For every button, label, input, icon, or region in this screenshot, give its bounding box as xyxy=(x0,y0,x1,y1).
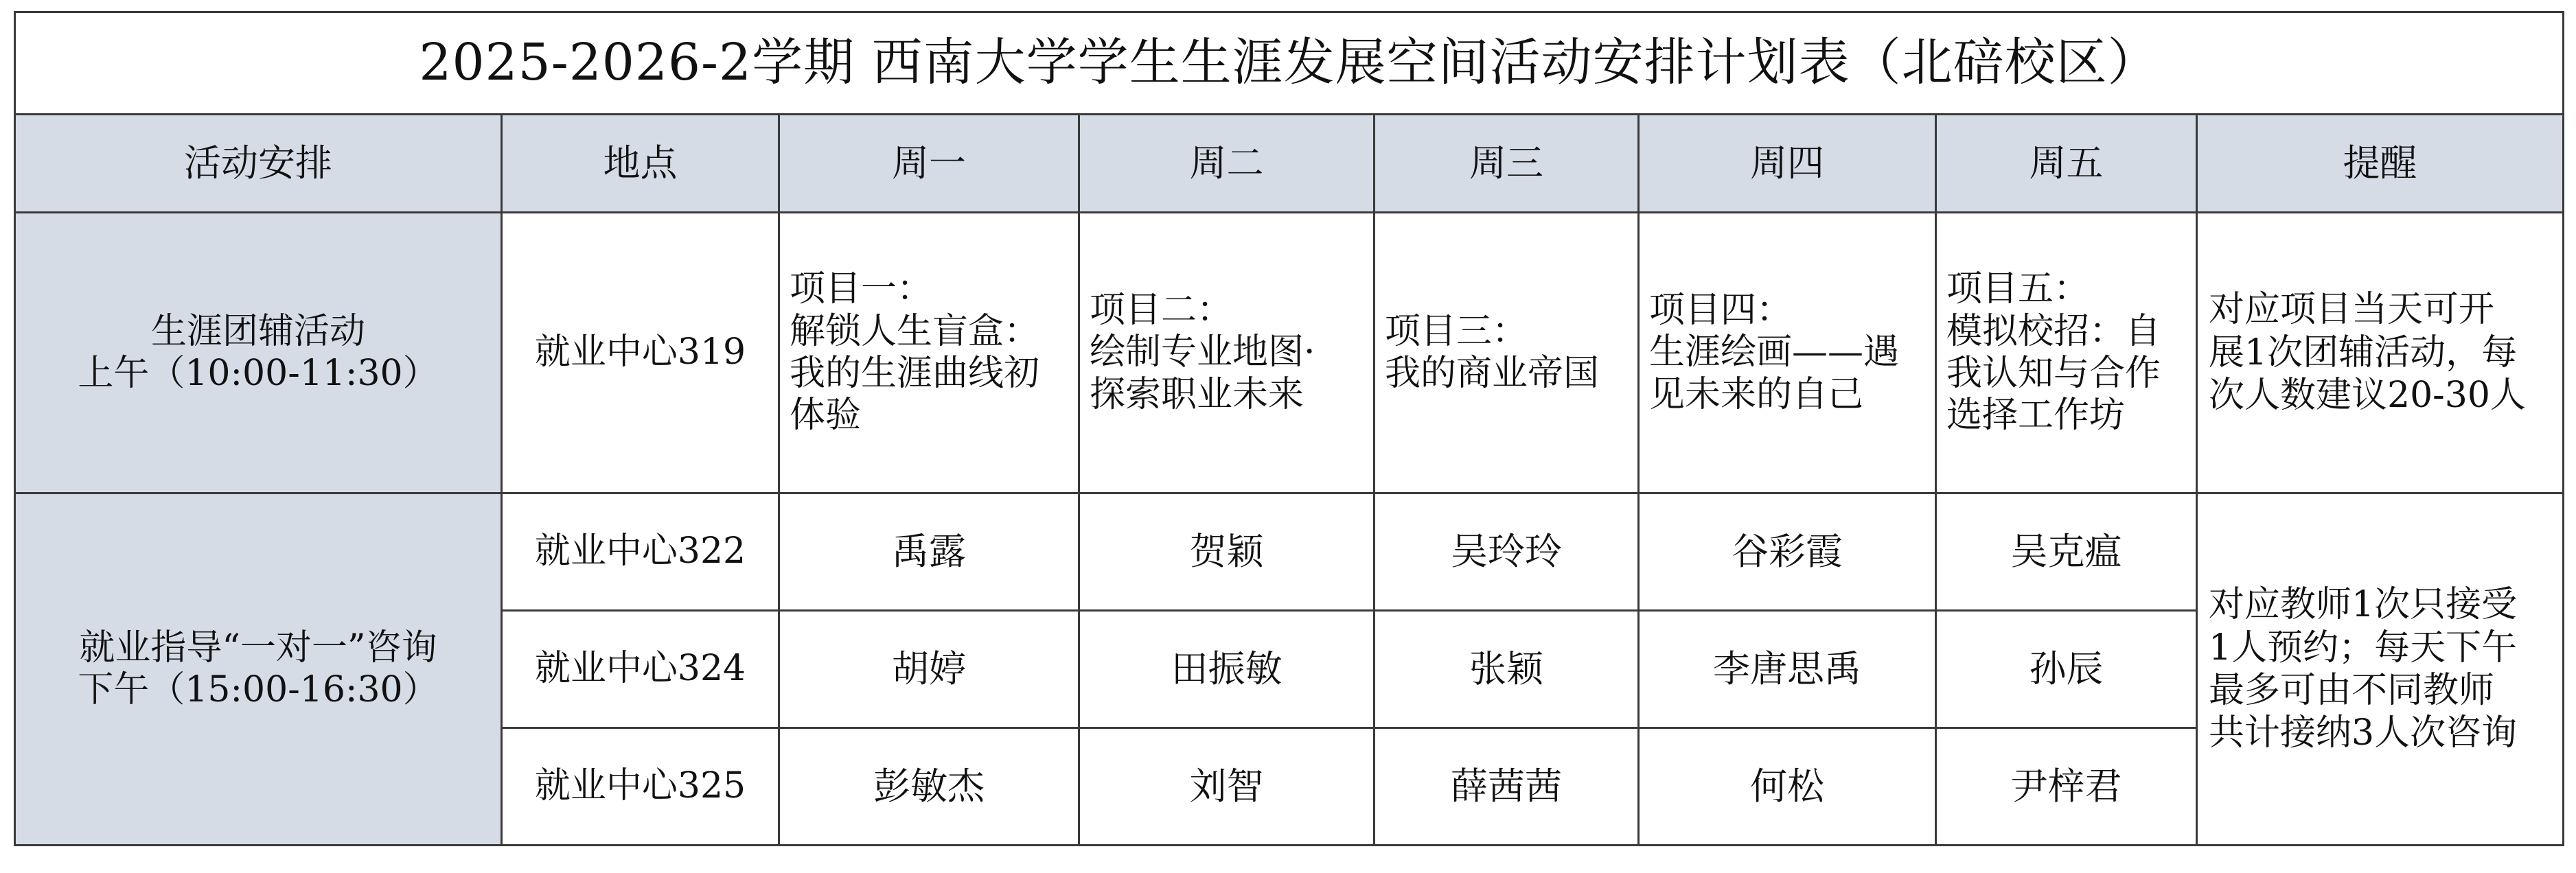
teacher-name: 薛茜茜 xyxy=(1375,728,1639,846)
project-2-title-b: 探索职业未来 xyxy=(1090,373,1304,415)
project-1-title-b: 我的生涯曲线初 xyxy=(790,353,1040,394)
header-thursday: 周四 xyxy=(1639,115,1936,213)
teacher-name: 何松 xyxy=(1639,728,1936,846)
header-row xyxy=(15,115,2564,213)
afternoon-reminder-line: 1人预约；每天下午 xyxy=(2209,627,2518,668)
teacher-name: 贺颖 xyxy=(1079,493,1375,611)
project-2-label: 项目二： xyxy=(1090,289,1233,331)
header-tuesday: 周二 xyxy=(1079,115,1375,213)
morning-row xyxy=(15,213,2564,493)
project-4-label: 项目四： xyxy=(1649,289,1793,331)
teacher-name: 李唐思禹 xyxy=(1639,611,1936,728)
schedule-sheet xyxy=(14,11,2562,848)
header-wednesday: 周三 xyxy=(1375,115,1639,213)
morning-reminder-line: 展1次团辅活动，每 xyxy=(2209,331,2518,373)
afternoon-reminder-line: 共计接纳3人次咨询 xyxy=(2209,712,2518,754)
teacher-name: 孙辰 xyxy=(1936,611,2197,728)
project-1-title-c: 体验 xyxy=(790,395,862,436)
header-location: 地点 xyxy=(502,115,779,213)
project-1-title-a: 解锁人生盲盒： xyxy=(790,310,1040,352)
consult-location: 就业中心322 xyxy=(502,493,779,611)
teacher-name: 尹梓君 xyxy=(1936,728,2197,846)
consult-location: 就业中心324 xyxy=(502,611,779,728)
morning-reminder-line: 次人数建议20-30人 xyxy=(2209,375,2526,417)
header-monday: 周一 xyxy=(779,115,1079,213)
teacher-name: 吴玲玲 xyxy=(1375,493,1639,611)
project-friday xyxy=(1936,213,2197,493)
teacher-name: 刘智 xyxy=(1079,728,1375,846)
consult-location: 就业中心325 xyxy=(502,728,779,846)
morning-activity-name: 生涯团辅活动 xyxy=(150,310,365,352)
project-thursday xyxy=(1639,213,1936,493)
project-monday xyxy=(779,213,1079,493)
morning-activity-time: 上午（10:00-11:30） xyxy=(78,353,439,394)
project-4-title-a: 生涯绘画——遇 xyxy=(1649,331,1900,373)
header-activity: 活动安排 xyxy=(15,115,502,213)
project-5-title-b: 我认知与合作 xyxy=(1946,353,2161,394)
afternoon-reminder-line: 最多可由不同教师 xyxy=(2209,670,2495,711)
teacher-name: 田振敏 xyxy=(1079,611,1375,728)
table-title: 2025-2026-2学期 西南大学学生生涯发展空间活动安排计划表（北碚校区） xyxy=(15,12,2564,115)
teacher-name: 胡婷 xyxy=(779,611,1079,728)
morning-reminder xyxy=(2197,213,2564,493)
consult-row xyxy=(15,493,2564,611)
header-reminder: 提醒 xyxy=(2197,115,2564,213)
project-tuesday xyxy=(1079,213,1375,493)
teacher-name: 张颖 xyxy=(1375,611,1639,728)
teacher-name: 彭敏杰 xyxy=(779,728,1079,846)
morning-activity-label xyxy=(15,213,502,493)
project-2-title-a: 绘制专业地图· xyxy=(1090,331,1315,373)
project-4-title-b: 见未来的自己 xyxy=(1649,373,1864,415)
teacher-name: 吴克瘟 xyxy=(1936,493,2197,611)
title-row xyxy=(15,12,2564,115)
project-3-label: 项目三： xyxy=(1385,310,1528,352)
project-3-title: 我的商业帝国 xyxy=(1385,353,1600,394)
afternoon-activity-name: 就业指导“一对一”咨询 xyxy=(79,627,437,668)
afternoon-activity-label xyxy=(15,493,502,846)
header-friday: 周五 xyxy=(1936,115,2197,213)
afternoon-reminder-line: 对应教师1次只接受 xyxy=(2209,584,2518,626)
teacher-name: 禹露 xyxy=(779,493,1079,611)
morning-location: 就业中心319 xyxy=(502,213,779,493)
project-5-title-a: 模拟校招：自 xyxy=(1946,310,2161,352)
schedule-table xyxy=(14,11,2564,846)
teacher-name: 谷彩霞 xyxy=(1639,493,1936,611)
project-5-title-c: 选择工作坊 xyxy=(1946,395,2126,436)
afternoon-activity-time: 下午（15:00-16:30） xyxy=(78,669,439,710)
afternoon-reminder xyxy=(2197,493,2564,846)
project-1-label: 项目一： xyxy=(790,268,933,310)
project-wednesday xyxy=(1375,213,1639,493)
morning-reminder-line: 对应项目当天可开 xyxy=(2209,289,2495,331)
project-5-label: 项目五： xyxy=(1946,268,2090,310)
